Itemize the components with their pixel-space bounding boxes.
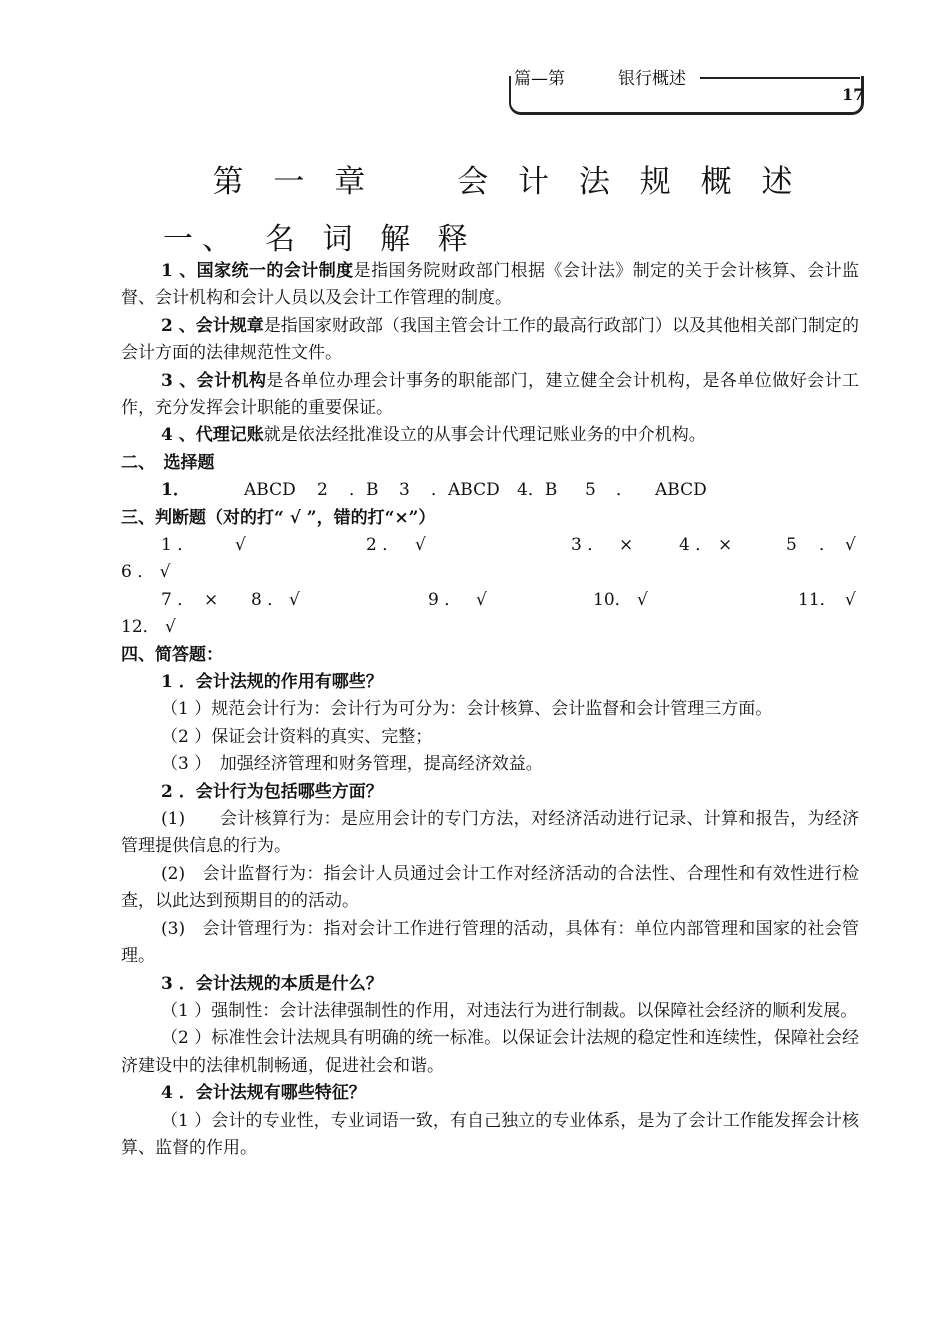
answer-token: 1． [161,480,190,501]
answer-paragraph: (1) 会计核算行为：是应用会计的专门方法，对经济活动进行记录、计算和报告，为经济管理提供信息的行为。 [121,809,859,857]
header-title: 银行概述 [618,69,686,89]
section-heading-judge: 三、判断题（对的打“ √ ”，错的打“×”） [121,507,436,528]
answer-token: 9 ． [428,589,462,610]
term-name: 代理记账 [195,425,264,446]
term-item [121,368,859,423]
answer-paragraph: (2) 会计监督行为：指会计人员通过会计工作对经济活动的合法性、合理性和有效性进行检查，以此达到预期目的的活动。 [121,863,859,912]
answer-token: ABCD [655,480,707,501]
answer-token: √ [637,589,648,610]
answer-paragraph: （1 ）规范会计行为：会计行为可分为：会计核算、会计监督和会计管理三方面。 [161,699,773,720]
section-heading-terms: 一、 名 词 解 释 [163,222,477,257]
answer-paragraph: （2 ）标准性会计法规具有明确的统一标准。以保证会计法规的稳定性和连续性，保障社会经济建设中的法律机制畅通，促进社会和谐。 [121,1028,859,1076]
answer-token: ．B [349,480,379,501]
judge-answers-wrap: 6 ． √ [121,562,171,583]
answer-token: 5 [585,480,596,501]
answer-paragraph: （2 ）保证会计资料的真实、完整； [161,726,433,747]
answer-token: 4 ． [679,535,713,556]
answer-token: 4．B [517,480,558,501]
answer-token: 3 [399,480,410,501]
question-title: 3 ．会计法规的本质是什么？ [161,973,383,994]
term-definition: 是各单位办理会计事务的职能部门，建立健全会计机构，是各单位做好会计工作，充分发挥会计职能的重要保证。 [121,370,860,419]
term-number: 1 、 [161,261,197,281]
section-heading-choice: 二、 选择题 [121,452,215,473]
answer-token: 5 [786,535,797,556]
answer-paragraph: （3 ） 加强经济管理和财务管理，提高经济效益。 [161,754,543,775]
answer-paragraph: （1 ）会计的专业性，专业词语一致，有自己独立的专业体系，是为了会计工作能发挥会计核算、监督的作用。 [121,1110,859,1158]
answer-paragraph: （1 ）强制性：会计法律强制性的作用，对违法行为进行制裁。以保障社会经济的顺利发展。 [161,1000,858,1021]
choice-answers-row [121,477,859,504]
answer-token: 2 [317,480,328,501]
term-item [121,313,859,368]
answer-token: × [718,535,733,556]
answer-token: × [619,535,634,556]
header-left-label: 篇—第 [514,69,565,89]
answer-token: 2 ． [366,535,400,556]
answer-token: ABCD [244,480,296,501]
answer-token: × [204,589,219,610]
answer-token: ．ABCD [431,480,500,501]
answer-token: √ [415,535,426,556]
page-number: 17 [842,85,865,104]
term-item [121,258,859,313]
term-definition: 是指国家财政部（我国主管会计工作的最高行政部门）以及其他相关部门制定的会计方面的法律规范性文件。 [121,315,860,364]
term-name: 会计规章 [195,315,264,336]
answer-token: 11． [798,589,837,610]
judge-answers-wrap: 12． √ [121,617,176,638]
answer-paragraph: (3) 会计管理行为：指对会计工作进行管理的活动，具体有：单位内部管理和国家的社会管理。 [121,918,859,967]
answer-token: √ [845,589,856,610]
document-body [121,258,859,1162]
term-item [121,422,859,449]
answer-token: ． [819,535,836,556]
question-title: 4 ．会计法规有哪些特征？ [161,1083,366,1104]
answer-token: 7 ． [161,589,195,610]
answer-token: √ [289,589,300,610]
answer-token: 10． [593,589,632,610]
judge-answers-row [121,587,859,614]
judge-answers-row [121,532,859,559]
header-rule [700,77,860,79]
answer-token: √ [235,535,246,556]
term-number: 3 、 [161,370,197,391]
question-title: 1 ．会计法规的作用有哪些？ [161,672,383,693]
term-name: 会计机构 [196,370,267,391]
answer-token: √ [476,589,487,610]
answer-token: 3 ． [571,535,605,556]
question-title: 2 ．会计行为包括哪些方面？ [161,781,383,802]
answer-token: √ [845,535,856,556]
answer-token: 8 ． [251,589,285,610]
answer-token: 1 ． [161,535,195,556]
chapter-title: 第 一 章 会 计 法 规 概 述 [212,164,803,200]
term-name: 国家统一的会计制度 [196,261,354,281]
answer-token: ． [616,480,633,501]
term-number: 2 、 [161,315,196,336]
term-number: 4 、 [161,425,196,446]
section-heading-short-answer: 四、简答题： [121,644,223,665]
term-definition: 就是依法经批准设立的从事会计代理记账业务的中介机构。 [263,425,706,446]
term-definition: 是指国务院财政部门根据《会计法》制定的关于会计核算、会计监督、会计机构和会计人员以及会计工作管理的制度。 [121,261,860,309]
